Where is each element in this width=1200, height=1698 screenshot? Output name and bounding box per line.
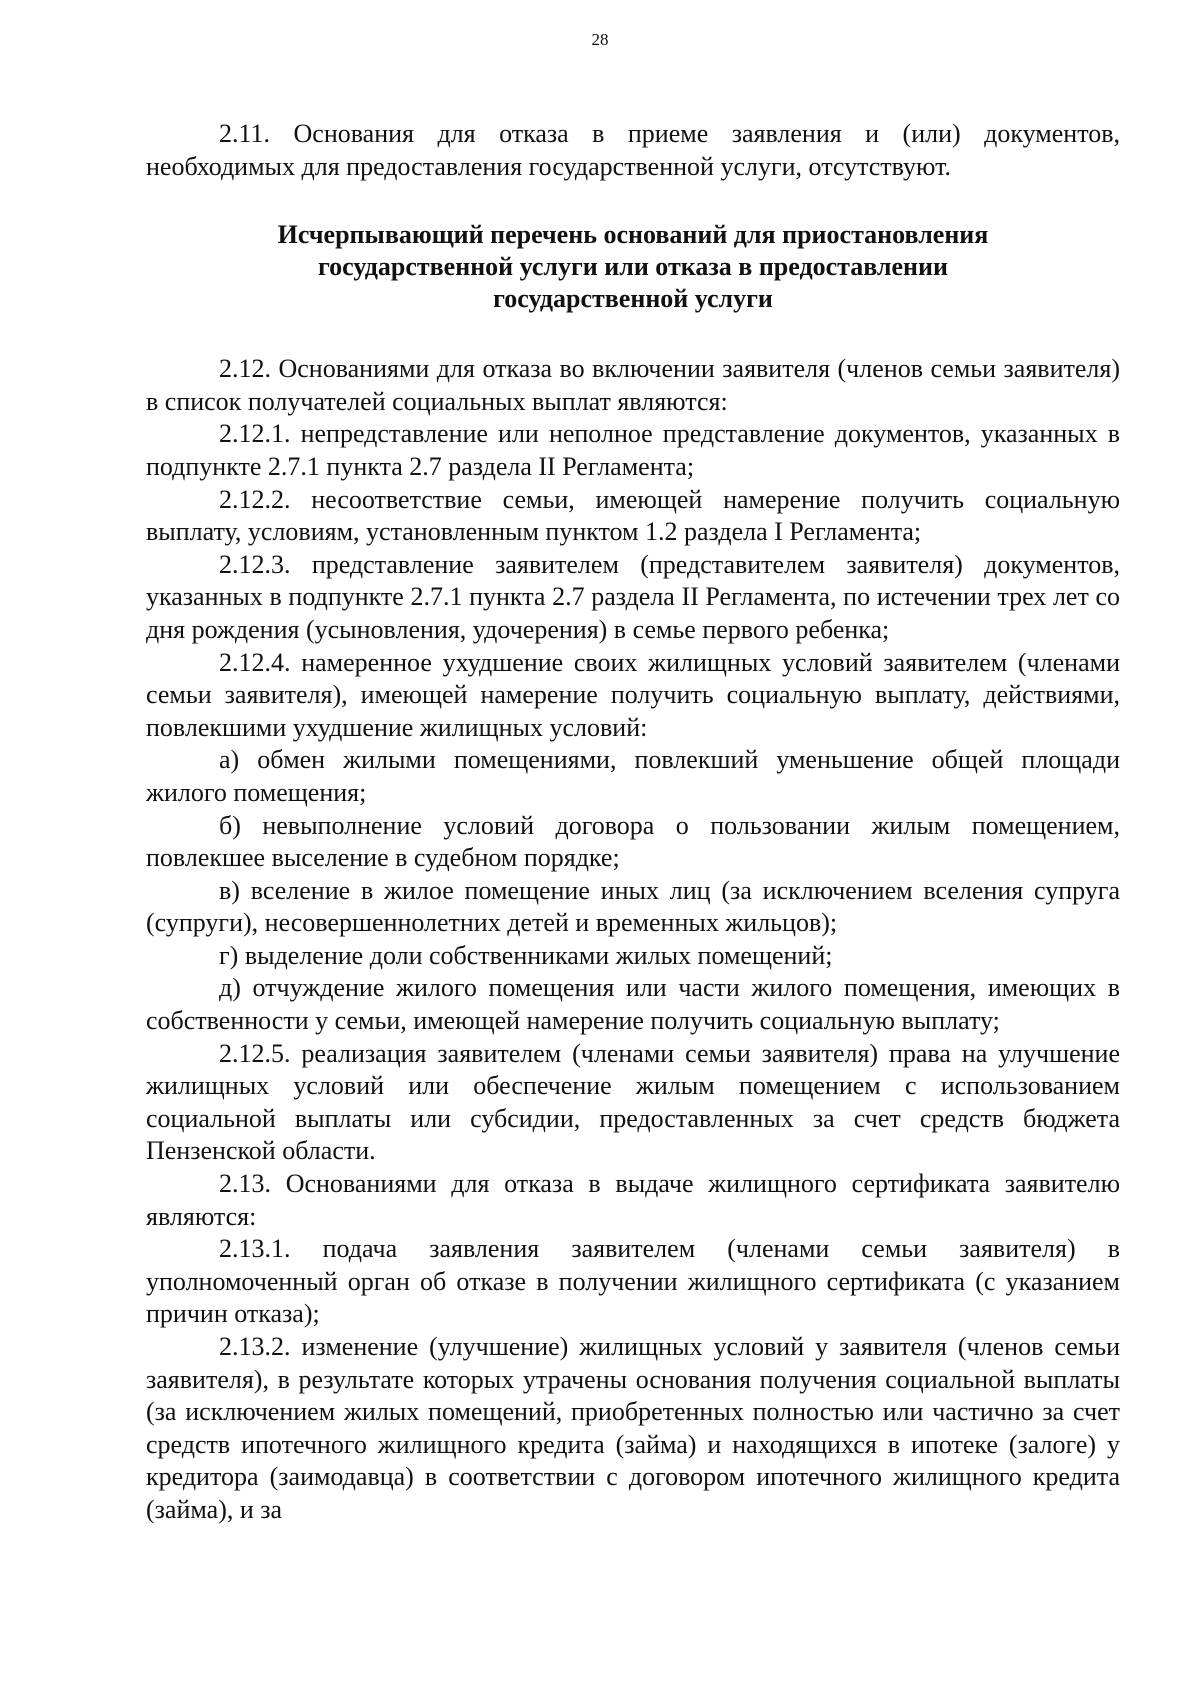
paragraph-2-11: 2.11. Основания для отказа в приеме заявления и (или) документов, необходимых для предоставления государственной услуги, отсутствуют.	[146, 119, 1120, 181]
list-item-a: а) обмен жилыми помещениями, повлекший уменьшение общей площади жилого помещения;	[146, 745, 1120, 807]
paragraph-2-12-3: 2.12.3. представление заявителем (представителем заявителя) документов, указанных в подпункте 2.7.1 пункта 2.7 раздела II Регламента, по истечении трех лет со дня рождения (усыновления, удочерения) в семье первого ребенка;	[146, 549, 1120, 644]
paragraph-2-12: 2.12. Основаниями для отказа во включении заявителя (членов семьи заявителя) в список получателей социальных выплат являются:	[146, 354, 1120, 416]
list-item-g: г) выделение доли собственниками жилых помещений;	[219, 940, 833, 970]
section-heading	[146, 219, 1120, 315]
paragraph-2-12-5: 2.12.5. реализация заявителем (членами семьи заявителя) права на улучшение жилищных условий или обеспечение жилым помещением с использованием социальной выплаты или субсидии, предоставленных за счет средств бюджета Пензенской области.	[146, 1038, 1120, 1166]
list-item-d: д) отчуждение жилого помещения или части жилого помещения, имеющих в собственности у семьи, имеющей намерение получить социальную выплату;	[146, 973, 1120, 1036]
section-heading-line: Исчерпывающий перечень оснований для приостановления	[277, 220, 989, 250]
section-heading-line: государственной услуги	[493, 284, 773, 314]
page-number: 28	[591, 30, 609, 49]
paragraph-2-13: 2.13. Основаниями для отказа в выдаче жилищного сертификата заявителю являются:	[146, 1169, 1120, 1231]
document-body	[146, 118, 1120, 1527]
list-item-b: б) невыполнение условий договора о пользовании жилым помещением, повлекшее выселение в судебном порядке;	[146, 810, 1120, 873]
paragraph-2-12-1: 2.12.1. непредставление или неполное представление документов, указанных в подпункте 2.7.1 пункта 2.7 раздела II Регламента;	[146, 419, 1120, 481]
paragraph-2-13-1: 2.13.1. подача заявления заявителем (членами семьи заявителя) в уполномоченный орган об отказе в получении жилищного сертификата (с указанием причин отказа);	[146, 1234, 1120, 1329]
list-item-v: в) вселение в жилое помещение иных лиц (за исключением вселения супруга (супруги), несовершеннолетних детей и временных жильцов);	[146, 875, 1120, 938]
paragraph-2-12-2: 2.12.2. несоответствие семьи, имеющей намерение получить социальную выплату, условиям, установленным пунктом 1.2 раздела I Регламента;	[146, 484, 1120, 547]
section-heading-line: государственной услуги или отказа в предоставлении	[317, 252, 949, 282]
paragraph-2-12-4: 2.12.4. намеренное ухудшение своих жилищных условий заявителем (членами семьи заявителя), имеющей намерение получить социальную выплату, действиями, повлекшими ухудшение жилищных условий:	[146, 647, 1120, 742]
paragraph-2-13-2: 2.13.2. изменение (улучшение) жилищных условий у заявителя (членов семьи заявителя), в результате которых утрачены основания получения социальной выплаты (за исключением жилых помещений, приобретенных полностью или частично за счет средств ипотечного жилищного кредита (займа) и находящихся в ипотеке (залоге) у кредитора (заимодавца) в соответствии с договором ипотечного жилищного кредита (займа), и за	[146, 1332, 1120, 1524]
